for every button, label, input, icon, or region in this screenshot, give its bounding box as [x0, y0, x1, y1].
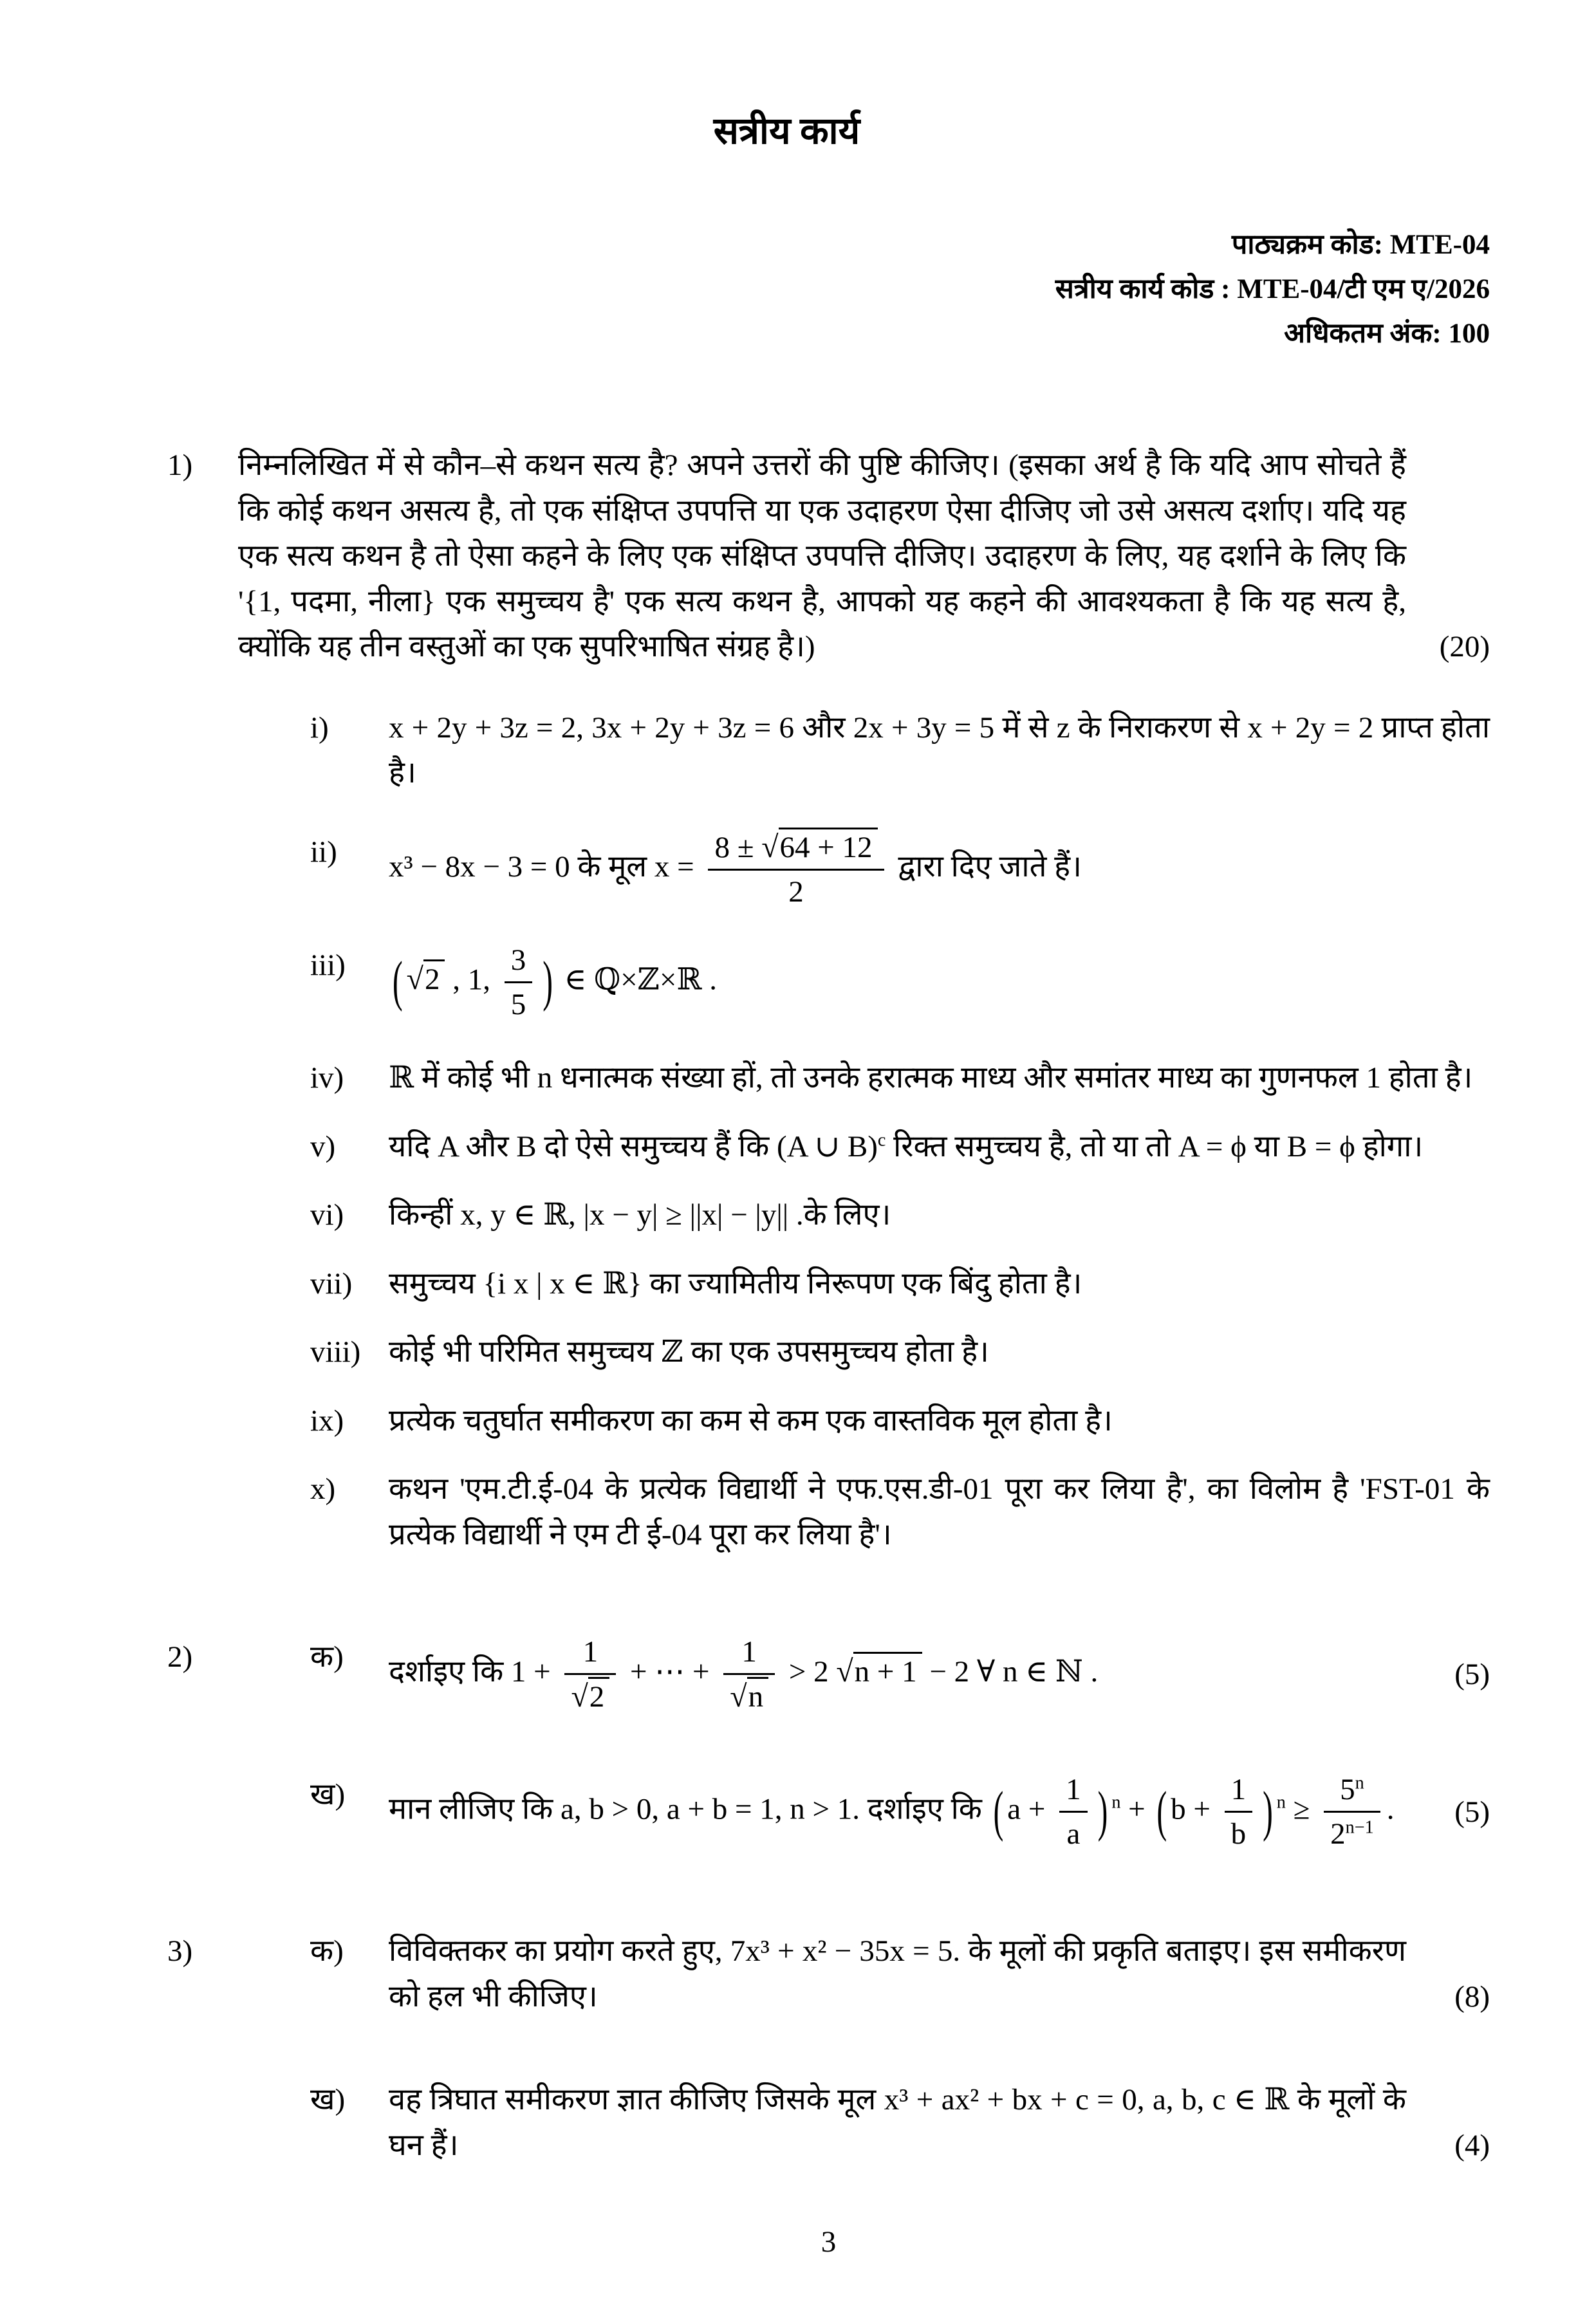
header-meta — [167, 223, 1490, 356]
q2b-post: . — [1386, 1792, 1395, 1826]
q1-item-vi-text: किन्हीं x, y ∈ ℝ, |x − y| ≥ ||x| − |y|| .के लिए। — [389, 1198, 891, 1232]
fraction-numerator: 1 — [723, 1634, 775, 1675]
question-2-number: 2) — [167, 1640, 193, 1674]
course-code: पाठ्यक्रम कोड: MTE-04 — [1231, 230, 1490, 260]
fraction-denominator — [1324, 1813, 1380, 1851]
q1-item-ii-pre: x³ − 8x − 3 = 0 के मूल x = — [389, 849, 702, 884]
q2b-term1-pre: a + — [1007, 1792, 1053, 1826]
exponent: n−1 — [1345, 1817, 1374, 1838]
q1-item-iv-label: iv) — [310, 1061, 344, 1095]
exponent: n — [1355, 1773, 1364, 1793]
q2-part-b — [238, 1772, 1490, 1851]
question-1 — [167, 443, 1490, 1557]
radical-icon: √ — [406, 962, 423, 997]
q2-part-b-label: ख) — [310, 1778, 346, 1812]
fraction — [723, 1634, 775, 1714]
question-1-body — [238, 443, 1490, 1557]
q1-item-iv-text: ℝ में कोई भी n धनात्मक संख्या हों, तो उनके हरात्मक माध्य और समांतर माध्य का गुणनफल 1 होता है। — [389, 1061, 1473, 1095]
fraction-numerator: 1 — [564, 1634, 616, 1675]
complement-superscript: c — [877, 1130, 886, 1150]
fraction-numerator: 1 — [1059, 1772, 1088, 1813]
q1-item-vii — [238, 1261, 1490, 1307]
q1-item-ix-text: प्रत्येक चतुर्घात समीकरण का कम से कम एक वास्तविक मूल होता है। — [389, 1403, 1113, 1438]
q2-part-a — [238, 1634, 1490, 1714]
q2-part-a-marks: (5) — [1454, 1657, 1490, 1691]
question-1-intro-row — [238, 443, 1490, 670]
q2a-mid: + ⋯ + — [622, 1655, 718, 1689]
right-paren: ) — [543, 951, 553, 1013]
q1-item-v — [238, 1124, 1490, 1170]
radicand: 2 — [423, 959, 445, 996]
q1-item-x — [238, 1467, 1490, 1557]
q1-item-iii-text — [389, 943, 1490, 1022]
q2b-relation: ≥ — [1285, 1792, 1318, 1826]
radicand: 2 — [588, 1677, 610, 1714]
fraction-denominator: b — [1230, 1817, 1247, 1851]
question-1-items — [238, 705, 1490, 1557]
fraction-numerator: 1 — [1225, 1772, 1253, 1813]
right-paren: ) — [1097, 1781, 1108, 1843]
fraction-numerator — [708, 829, 884, 871]
fraction-numerator: 3 — [505, 943, 533, 983]
right-paren: ) — [1263, 1781, 1273, 1843]
q3-part-a-label: क) — [310, 1934, 344, 1968]
page-footer — [167, 2168, 1490, 2265]
fraction-denominator — [723, 1675, 775, 1714]
q1-item-ix — [238, 1398, 1490, 1444]
left-paren: ( — [993, 1781, 1004, 1843]
q1-item-i — [238, 705, 1490, 796]
fraction — [708, 829, 884, 909]
q2a-pre: दर्शाइए कि 1 + — [389, 1655, 559, 1689]
q1-item-viii-text: कोई भी परिमित समुच्चय ℤ का एक उपसमुच्चय होता है। — [389, 1335, 989, 1369]
q1-item-vii-label: vii) — [310, 1266, 353, 1300]
question-2 — [167, 1634, 1490, 1851]
q3-part-a-text: विविक्तकर का प्रयोग करते हुए, 7x³ + x² − 35x = 5. के मूलों की प्रकृति बताइए। इस समीकरण को हल भी कीजिए। — [389, 1934, 1406, 2013]
radical-icon: √ — [836, 1654, 853, 1689]
q1-item-v-label: v) — [310, 1129, 336, 1163]
q3-part-a — [238, 1929, 1490, 2019]
q3-part-b-text: वह त्रिघात समीकरण ज्ञात कीजिए जिसके मूल x³ + ax² + bx + c = 0, a, b, c ∈ ℝ के मूलों के घन हैं। — [389, 2083, 1406, 2162]
fraction — [505, 943, 533, 1022]
q1-item-iii-mid: , 1, — [445, 963, 498, 997]
radical-icon: √ — [571, 1680, 588, 1714]
q1-item-x-label: x) — [310, 1472, 336, 1506]
q1-item-viii-label: viii) — [310, 1335, 361, 1369]
q2b-pre: मान लीजिए कि a, b > 0, a + b = 1, n > 1. दर्शाइए कि — [389, 1792, 990, 1826]
q1-item-iii-post: ∈ ℚ×ℤ×ℝ . — [556, 963, 717, 997]
page-title: सत्रीय कार्य — [713, 110, 860, 152]
question-3-body — [238, 1929, 1490, 2168]
left-paren: ( — [1156, 1781, 1167, 1843]
q3-part-b — [238, 2077, 1490, 2168]
numerator-prefix: 8 ± — [714, 830, 762, 864]
fraction-numerator — [1324, 1772, 1380, 1813]
q1-item-iii-label: iii) — [310, 949, 346, 983]
question-3 — [167, 1929, 1490, 2168]
q3-part-b-marks: (4) — [1454, 2128, 1490, 2162]
base: 2 — [1330, 1817, 1346, 1851]
q1-item-x-text: कथन 'एम.टी.ई-04 के प्रत्येक विद्यार्थी ने एफ.एस.डी-01 पूरा कर लिया है', का विलोम है 'FST-01 के प्रत्येक विद्यार्थी ने एम टी ई-04 पूरा कर लिया है'। — [389, 1472, 1490, 1551]
q1-item-viii — [238, 1329, 1490, 1375]
question-1-marks: (20) — [1439, 630, 1490, 664]
fraction-denominator: 2 — [788, 875, 804, 909]
q3-part-b-label: ख) — [310, 2083, 346, 2117]
q2a-comparison: > 2 — [781, 1655, 837, 1689]
q2-part-b-marks: (5) — [1454, 1795, 1490, 1829]
radical-icon: √ — [761, 829, 779, 864]
q2-part-a-text — [389, 1634, 1406, 1714]
square-root — [407, 963, 445, 996]
exponent: n — [1276, 1793, 1286, 1813]
q2a-post: − 2 ∀ n ∈ ℕ . — [922, 1655, 1099, 1689]
q1-item-vii-text: समुच्चय {i x | x ∈ ℝ} का ज्यामितीय निरूपण एक बिंदु होता है। — [389, 1266, 1082, 1300]
left-paren: ( — [393, 951, 403, 1013]
question-3-number: 3) — [167, 1934, 193, 1968]
q1-item-ii — [238, 829, 1490, 909]
q1-item-ii-post: द्वारा दिए जाते हैं। — [890, 849, 1082, 884]
q1-item-v-post: रिक्त समुच्चय है, तो या तो A = ϕ या B = ϕ होगा। — [886, 1129, 1424, 1163]
square-root — [836, 1655, 922, 1689]
fraction-denominator — [564, 1675, 616, 1714]
exponent: n — [1111, 1793, 1121, 1813]
q1-item-vi-label: vi) — [310, 1198, 344, 1232]
q1-item-vi — [238, 1192, 1490, 1238]
q1-item-iv — [238, 1055, 1490, 1101]
question-2-body — [238, 1634, 1490, 1851]
fraction-denominator: 5 — [510, 988, 526, 1022]
q1-item-i-label: i) — [310, 710, 329, 745]
radical-icon: √ — [730, 1680, 747, 1714]
question-1-number: 1) — [167, 449, 193, 483]
q3-part-a-marks: (8) — [1454, 1979, 1490, 2013]
fraction — [1324, 1772, 1380, 1851]
q1-item-iii — [238, 943, 1490, 1022]
fraction — [1059, 1772, 1088, 1851]
page-number: 3 — [821, 2225, 837, 2259]
max-marks: अधिकतम अंक: 100 — [1284, 318, 1490, 349]
question-1-intro: निम्नलिखित में से कौन–से कथन सत्य है? अपने उत्तरों की पुष्टि कीजिए। (इसका अर्थ है कि यदि आप सोचते हैं कि कोई कथन असत्य है, तो एक संक्षिप्त उपपत्ति या एक उदाहरण ऐसा दीजिए जो उसे असत्य दर्शाए। यदि यह एक सत्य कथन है तो ऐसा कहने के लिए एक संक्षिप्त उपपत्ति दीजिए। उदाहरण के लिए, यह दर्शाने के लिए कि '{1, पदमा, नीला} एक समुच्चय है' एक सत्य कथन है, आपको यह कहने की आवश्यकता है कि यह सत्य है, क्योंकि यह तीन वस्तुओं का एक सुपरिभाषित संग्रह है।) — [238, 449, 1406, 664]
q2-part-a-label: क) — [310, 1640, 344, 1674]
fraction — [564, 1634, 616, 1714]
radicand: n + 1 — [853, 1652, 922, 1689]
q1-item-i-text: x + 2y + 3z = 2, 3x + 2y + 3z = 6 और 2x + 3y = 5 में से z के निराकरण से x + 2y = 2 प्राप्त होता है। — [389, 710, 1490, 790]
q1-item-ix-label: ix) — [310, 1403, 344, 1438]
base: 5 — [1340, 1773, 1355, 1807]
square-root — [571, 1680, 609, 1714]
q1-item-ii-label: ii) — [310, 835, 337, 869]
assignment-code: सत्रीय कार्य कोड : MTE-04/टी एम ए/2026 — [1055, 273, 1490, 304]
fraction-denominator: a — [1066, 1817, 1081, 1851]
q2b-plus: + — [1120, 1792, 1153, 1826]
q2b-term2-pre: b + — [1171, 1792, 1218, 1826]
radicand: 64 + 12 — [779, 828, 878, 864]
q1-item-v-text — [389, 1124, 1490, 1170]
q1-item-v-pre: यदि A और B दो ऐसे समुच्चय हैं कि (A ∪ B) — [389, 1129, 878, 1163]
q2-part-b-text — [389, 1772, 1406, 1851]
q1-item-ii-text — [389, 829, 1490, 909]
square-root — [761, 831, 877, 864]
square-root — [730, 1680, 768, 1714]
radicand: n — [747, 1677, 769, 1714]
fraction — [1225, 1772, 1253, 1851]
